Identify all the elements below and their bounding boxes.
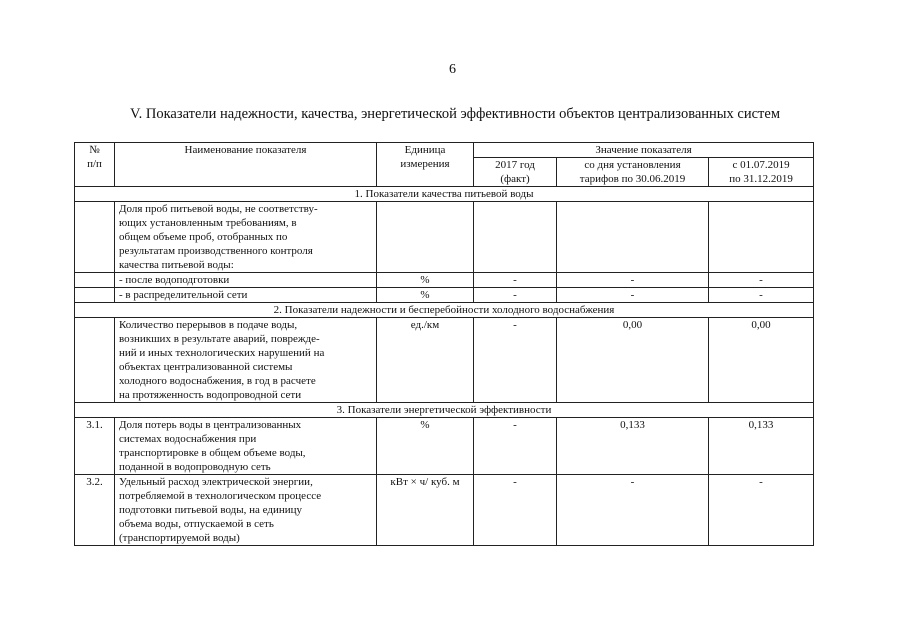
row-num — [75, 288, 115, 303]
section-1-title: 1. Показатели качества питьевой воды — [75, 187, 814, 202]
row-2017: - — [474, 418, 557, 475]
row-2017: - — [474, 475, 557, 546]
page-number: 6 — [449, 62, 456, 77]
section-2-row — [75, 303, 814, 318]
row-name: Доля потерь воды в централизованных системах водоснабжения при транспортировке в общем объеме воды, поданной в водопроводную сеть — [115, 418, 377, 475]
row-name: - в распределительной сети — [115, 288, 377, 303]
header-name: Наименование показателя — [115, 143, 377, 187]
row-tariff — [557, 202, 709, 273]
row-2019: - — [709, 288, 814, 303]
row-tariff: - — [557, 288, 709, 303]
row-unit: % — [377, 288, 474, 303]
table-row — [75, 475, 814, 546]
header-tariff: со дня установления тарифов по 30.06.2019 — [557, 158, 709, 187]
header-2017: 2017 год (факт) — [474, 158, 557, 187]
row-name: - после водоподготовки — [115, 273, 377, 288]
row-num — [75, 318, 115, 403]
header-row-1 — [75, 143, 814, 158]
row-tariff: 0,00 — [557, 318, 709, 403]
row-unit: кВт × ч/ куб. м — [377, 475, 474, 546]
header-value-group: Значение показателя — [474, 143, 814, 158]
row-2019: - — [709, 273, 814, 288]
header-unit: Единица измерения — [377, 143, 474, 187]
row-tariff: - — [557, 273, 709, 288]
row-unit: % — [377, 418, 474, 475]
indicators-table — [74, 142, 814, 546]
row-tariff: 0,133 — [557, 418, 709, 475]
row-2017: - — [474, 288, 557, 303]
row-2019: - — [709, 475, 814, 546]
row-2017 — [474, 202, 557, 273]
row-2019: 0,133 — [709, 418, 814, 475]
row-2019: 0,00 — [709, 318, 814, 403]
row-num: 3.2. — [75, 475, 115, 546]
table-row — [75, 202, 814, 273]
row-2019 — [709, 202, 814, 273]
table-row — [75, 418, 814, 475]
section-3-row — [75, 403, 814, 418]
row-num — [75, 273, 115, 288]
row-unit — [377, 202, 474, 273]
row-2017: - — [474, 318, 557, 403]
section-1-row — [75, 187, 814, 202]
row-unit: ед./км — [377, 318, 474, 403]
row-num — [75, 202, 115, 273]
section-3-title: 3. Показатели энергетической эффективности — [75, 403, 814, 418]
row-num: 3.1. — [75, 418, 115, 475]
section-2-title: 2. Показатели надежности и бесперебойности холодного водоснабжения — [75, 303, 814, 318]
row-name: Удельный расход электрической энергии, потребляемой в технологическом процессе подготовки питьевой воды, на единицу объема воды, отпускаемой в сеть (транспортируемой воды) — [115, 475, 377, 546]
section-heading: V. Показатели надежности, качества, энергетической эффективности объектов централизованных систем — [130, 106, 781, 122]
row-tariff: - — [557, 475, 709, 546]
table-row — [75, 318, 814, 403]
row-unit: % — [377, 273, 474, 288]
table-row — [75, 273, 814, 288]
row-name: Доля проб питьевой воды, не соответству- ющих установленным требованиям, в общем объеме проб, отобранных по результатам производственного контроля качества питьевой воды: — [115, 202, 377, 273]
row-2017: - — [474, 273, 557, 288]
table-row — [75, 288, 814, 303]
row-name: Количество перерывов в подаче воды, возникших в результате аварий, поврежде- ний и иных технологических нарушений на объектах централизованной системы холодного водоснабжения, в год в расчете на протяженность водопроводной сети — [115, 318, 377, 403]
header-num: № п/п — [75, 143, 115, 187]
header-2019: с 01.07.2019 по 31.12.2019 — [709, 158, 814, 187]
